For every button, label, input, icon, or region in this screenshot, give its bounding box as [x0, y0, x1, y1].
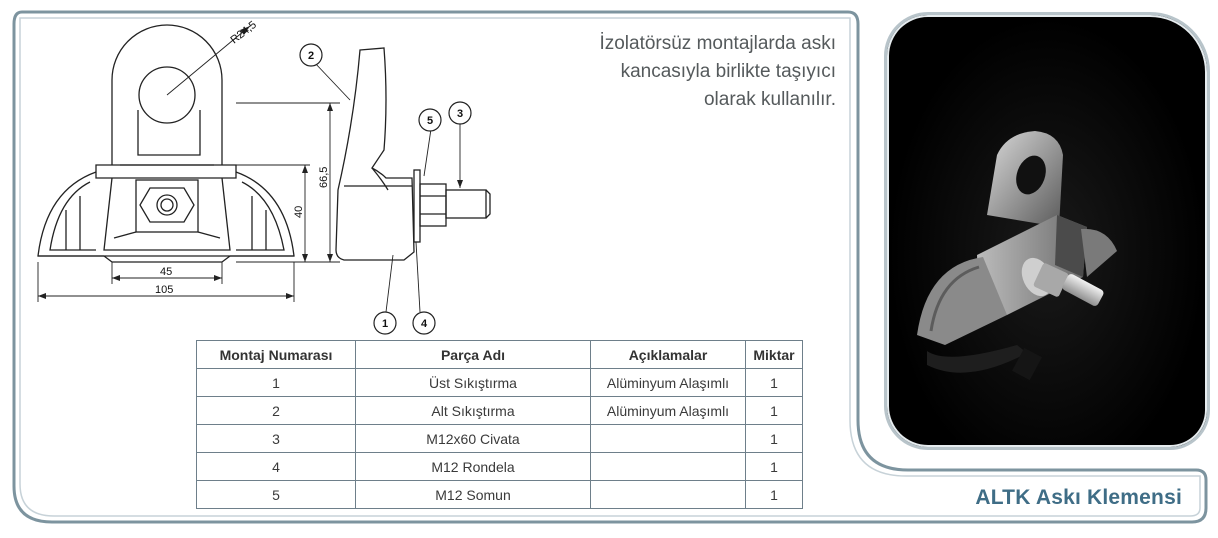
cell-number: 3 [197, 425, 356, 453]
cell-quantity: 1 [746, 453, 803, 481]
washer [414, 170, 420, 242]
dim-105: 105 [155, 284, 174, 296]
cell-notes [591, 481, 746, 509]
header-quantity: Miktar [746, 341, 803, 369]
callout-2: 2 [307, 50, 315, 62]
side-clamp [336, 48, 414, 260]
header-notes: Açıklamalar [591, 341, 746, 369]
cell-part-name: Üst Sıkıştırma [356, 369, 591, 397]
cell-part-name: Alt Sıkıştırma [356, 397, 591, 425]
header-part-name: Parça Adı [356, 341, 591, 369]
cell-number: 4 [197, 453, 356, 481]
dim-40: 40 [293, 205, 305, 218]
cell-notes [591, 453, 746, 481]
hex-nut [140, 188, 194, 222]
bolt-shank [446, 190, 486, 218]
cell-notes: Alüminyum Alaşımlı [591, 369, 746, 397]
table-row [197, 481, 803, 509]
dim-66-5: 66,5 [318, 166, 330, 188]
table-row [197, 453, 803, 481]
cell-notes: Alüminyum Alaşımlı [591, 397, 746, 425]
side-nut [420, 184, 446, 226]
dim-45: 45 [160, 266, 173, 278]
cell-number: 5 [197, 481, 356, 509]
table-row [197, 397, 803, 425]
cell-part-name: M12x60 Civata [356, 425, 591, 453]
cell-number: 2 [197, 397, 356, 425]
header-assembly-number: Montaj Numarası [197, 341, 356, 369]
callout-5: 5 [426, 115, 434, 127]
cell-notes [591, 425, 746, 453]
description-line-2: kancasıyla birlikte taşıyıcı [620, 61, 836, 82]
table-header-row [197, 341, 803, 369]
cell-part-name: M12 Somun [356, 481, 591, 509]
radius-label: R24,5 [228, 18, 259, 47]
table-row [197, 425, 803, 453]
description [520, 30, 836, 114]
product-photo [884, 12, 1210, 450]
cell-quantity: 1 [746, 369, 803, 397]
clamp-render [887, 15, 1207, 447]
callout-4: 4 [420, 318, 428, 330]
cell-quantity: 1 [746, 397, 803, 425]
cell-quantity: 1 [746, 481, 803, 509]
cell-quantity: 1 [746, 425, 803, 453]
product-title: ALTK Askı Klemensi [975, 486, 1182, 509]
parts-table [196, 340, 803, 509]
description-line-3: olarak kullanılır. [703, 89, 836, 110]
cell-number: 1 [197, 369, 356, 397]
callout-1: 1 [381, 318, 389, 330]
callout-3: 3 [456, 108, 464, 120]
description-line-1: İzolatörsüz montajlarda askı [599, 33, 836, 54]
cell-part-name: M12 Rondela [356, 453, 591, 481]
table-row [197, 369, 803, 397]
